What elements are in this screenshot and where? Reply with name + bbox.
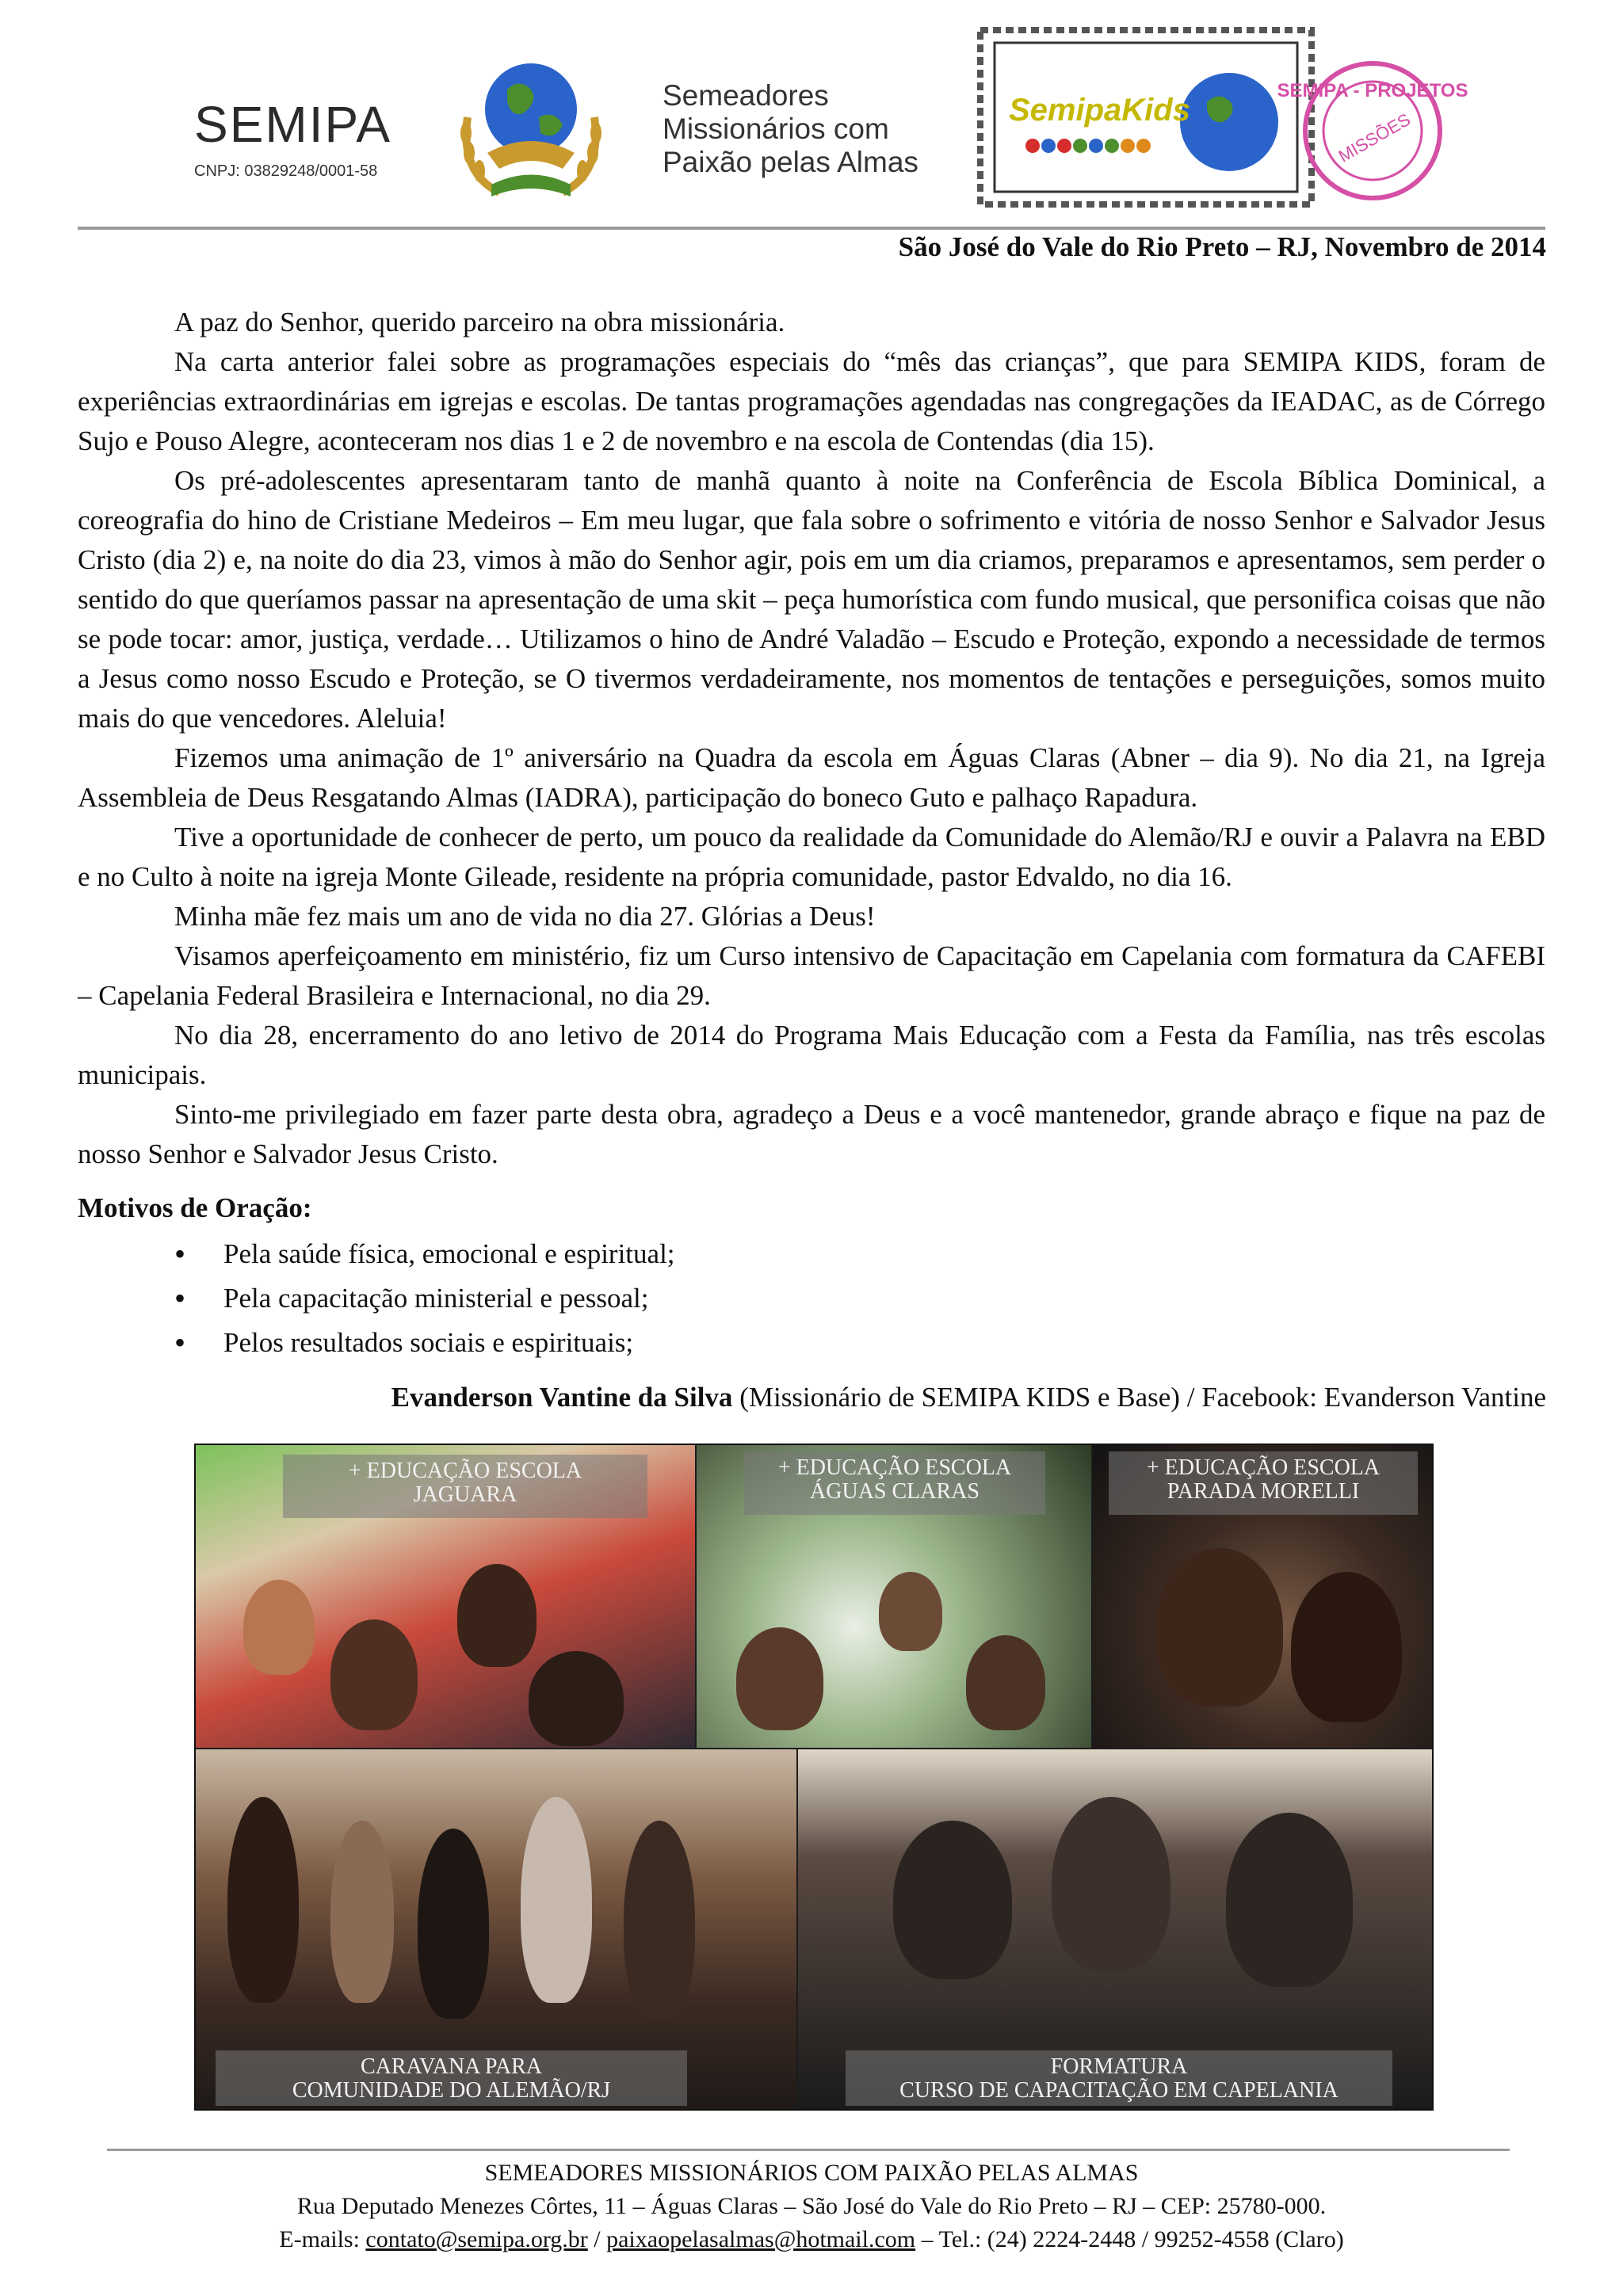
photo-jaguara-school xyxy=(196,1445,695,1748)
photo-alemao-caravan xyxy=(196,1749,796,2109)
letter-greeting: A paz do Senhor, querido parceiro na obra missionária. xyxy=(174,307,785,338)
semipa-kids-stamp-logo xyxy=(977,27,1315,208)
email-link-paixao[interactable]: paixaopelasalmas@hotmail.com xyxy=(606,2226,916,2252)
seal-top-text: SEMIPA - PROJETOS xyxy=(1277,80,1468,101)
email-link-contato[interactable]: contato@semipa.org.br xyxy=(365,2226,588,2252)
globe-hands-logo-icon xyxy=(444,54,618,212)
semipa-projetos-seal xyxy=(1277,55,1468,206)
prayer-section-title: Motivos de Oração: xyxy=(78,1192,312,1223)
photo-aguas-claras-school xyxy=(697,1445,1091,1748)
letter-footer xyxy=(0,2157,1623,2256)
seal-bottom-text: MISSÕES xyxy=(1335,109,1414,166)
photo-parada-morelli-school xyxy=(1093,1445,1432,1748)
letter-paragraph: Visamos aperfeiçoamento em ministério, fiz um Curso intensivo de Capacitação em Capelania com formatura da CAFEBI – Capelania Federal Brasileira e Internacional, no dia 29. xyxy=(78,940,1545,1011)
prayer-item: • Pela saúde física, emocional e espiritual; xyxy=(174,1232,675,1276)
letter-paragraph: Sinto-me privilegiado em fazer parte desta obra, agradeço a Deus e a você mantenedor, grande abraço e fique na paz de nosso Senhor e Salvador Jesus Cristo. xyxy=(78,1099,1545,1169)
photo-caption: CARAVANA PARA COMUNIDADE DO ALEMÃO/RJ xyxy=(216,2050,687,2106)
letter-paragraph: Na carta anterior falei sobre as programações especiais do “mês das crianças”, que para SEMIPA KIDS, foram de experiências extraordinárias em igrejas e escolas. De tantas programações agendadas nas congregações da IEADAC, as de Córrego Sujo e Pouso Alegre, aconteceram nos dias 1 e 2 de novembro e na escola de Contendas (dia 15). xyxy=(78,346,1545,456)
org-name-line: Paixão pelas Almas xyxy=(663,146,918,178)
signature-details: (Missionário de SEMIPA KIDS e Base) / Facebook: Evanderson Vantine xyxy=(732,1382,1546,1413)
footer-phones: – Tel.: (24) 2224-2448 / 99252-4558 (Claro) xyxy=(915,2226,1344,2252)
footer-contacts xyxy=(0,2223,1623,2256)
footer-organization: SEMEADORES MISSIONÁRIOS COM PAIXÃO PELAS ALMAS xyxy=(484,2160,1139,2186)
letter-paragraph: Tive a oportunidade de conhecer de perto, um pouco da realidade da Comunidade do Alemão/RJ e ouvir a Palavra na EBD e no Culto à noite na igreja Monte Gileade, residente na própria comunidade, pastor Edvaldo, no dia 16. xyxy=(78,822,1545,892)
org-name-line: Missionários com xyxy=(663,113,889,145)
prayer-item: • Pelos resultados sociais e espirituais; xyxy=(174,1321,675,1365)
header-divider xyxy=(78,227,1545,230)
org-name-line: Semeadores xyxy=(663,79,829,112)
brand-wordmark: SEMIPA xyxy=(194,96,392,153)
letterhead xyxy=(0,0,1623,230)
prayer-list xyxy=(174,1232,675,1365)
organization-name xyxy=(663,79,918,179)
photo-chaplaincy-graduation xyxy=(798,1749,1432,2109)
footer-email-separator: / xyxy=(587,2226,607,2252)
letter-paragraph: Os pré-adolescentes apresentaram tanto de manhã quanto à noite na Conferência de Escola Bíblica Dominical, a coreografia do hino de Cristiane Medeiros – Em meu lugar, que fala sobre o sofrimento e vitória de nosso Senhor e Salvador Jesus Cristo (dia 2) e, na noite do dia 23, vimos à mão do Senhor agir, pois em um dia criamos, preparamos e apresentamos, sem perder o sentido do que queríamos passar na apresentação de uma skit – peça humorística com fundo musical, que personifica coisas que não se pode tocar: amor, justiça, verdade… Utilizamos o hino de André Valadão – Escudo e Proteção, expondo a necessidade de termos a Jesus como nosso Escudo e Proteção, se O tivermos verdadeiramente, nos momentos de tentações e perseguições, somos muito mais do que vencedores. Aleluia! xyxy=(78,465,1545,734)
photo-caption: + EDUCAÇÃO ESCOLA ÁGUAS CLARAS xyxy=(744,1451,1045,1515)
signature-name: Evanderson Vantine da Silva xyxy=(391,1382,733,1413)
photo-caption: + EDUCAÇÃO ESCOLA JAGUARA xyxy=(283,1455,647,1518)
photo-collage xyxy=(194,1444,1434,2111)
photo-caption: FORMATURA CURSO DE CAPACITAÇÃO EM CAPELANIA xyxy=(846,2050,1392,2106)
kids-logo-text: SemipaKids xyxy=(1009,93,1190,128)
photo-caption: + EDUCAÇÃO ESCOLA PARADA MORELLI xyxy=(1109,1451,1418,1515)
letter-paragraph: No dia 28, encerramento do ano letivo de 2014 do Programa Mais Educação com a Festa da Família, nas três escolas municipais. xyxy=(78,1020,1545,1090)
letter-paragraph: Minha mãe fez mais um ano de vida no dia 27. Glórias a Deus! xyxy=(174,901,876,932)
footer-address: Rua Deputado Menezes Côrtes, 11 – Águas Claras – São José do Vale do Rio Preto – RJ – CEP: 25780-000. xyxy=(296,2193,1327,2219)
letter-date-location: São José do Vale do Rio Preto – RJ, Novembro de 2014 xyxy=(898,231,1546,262)
letter-paragraph: Fizemos uma animação de 1º aniversário na Quadra da escola em Águas Claras (Abner – dia 9). No dia 21, na Igreja Assembleia de Deus Resgatando Almas (IADRA), participação do boneco Guto e palhaço Rapadura. xyxy=(78,742,1545,813)
footer-email-label: E-mails: xyxy=(279,2226,366,2252)
letter-body xyxy=(78,303,1545,1174)
prayer-item: • Pela capacitação ministerial e pessoal; xyxy=(174,1276,675,1321)
cnpj-number: CNPJ: 03829248/0001-58 xyxy=(194,162,378,180)
footer-divider xyxy=(107,2149,1510,2151)
signature-line xyxy=(391,1382,1546,1413)
